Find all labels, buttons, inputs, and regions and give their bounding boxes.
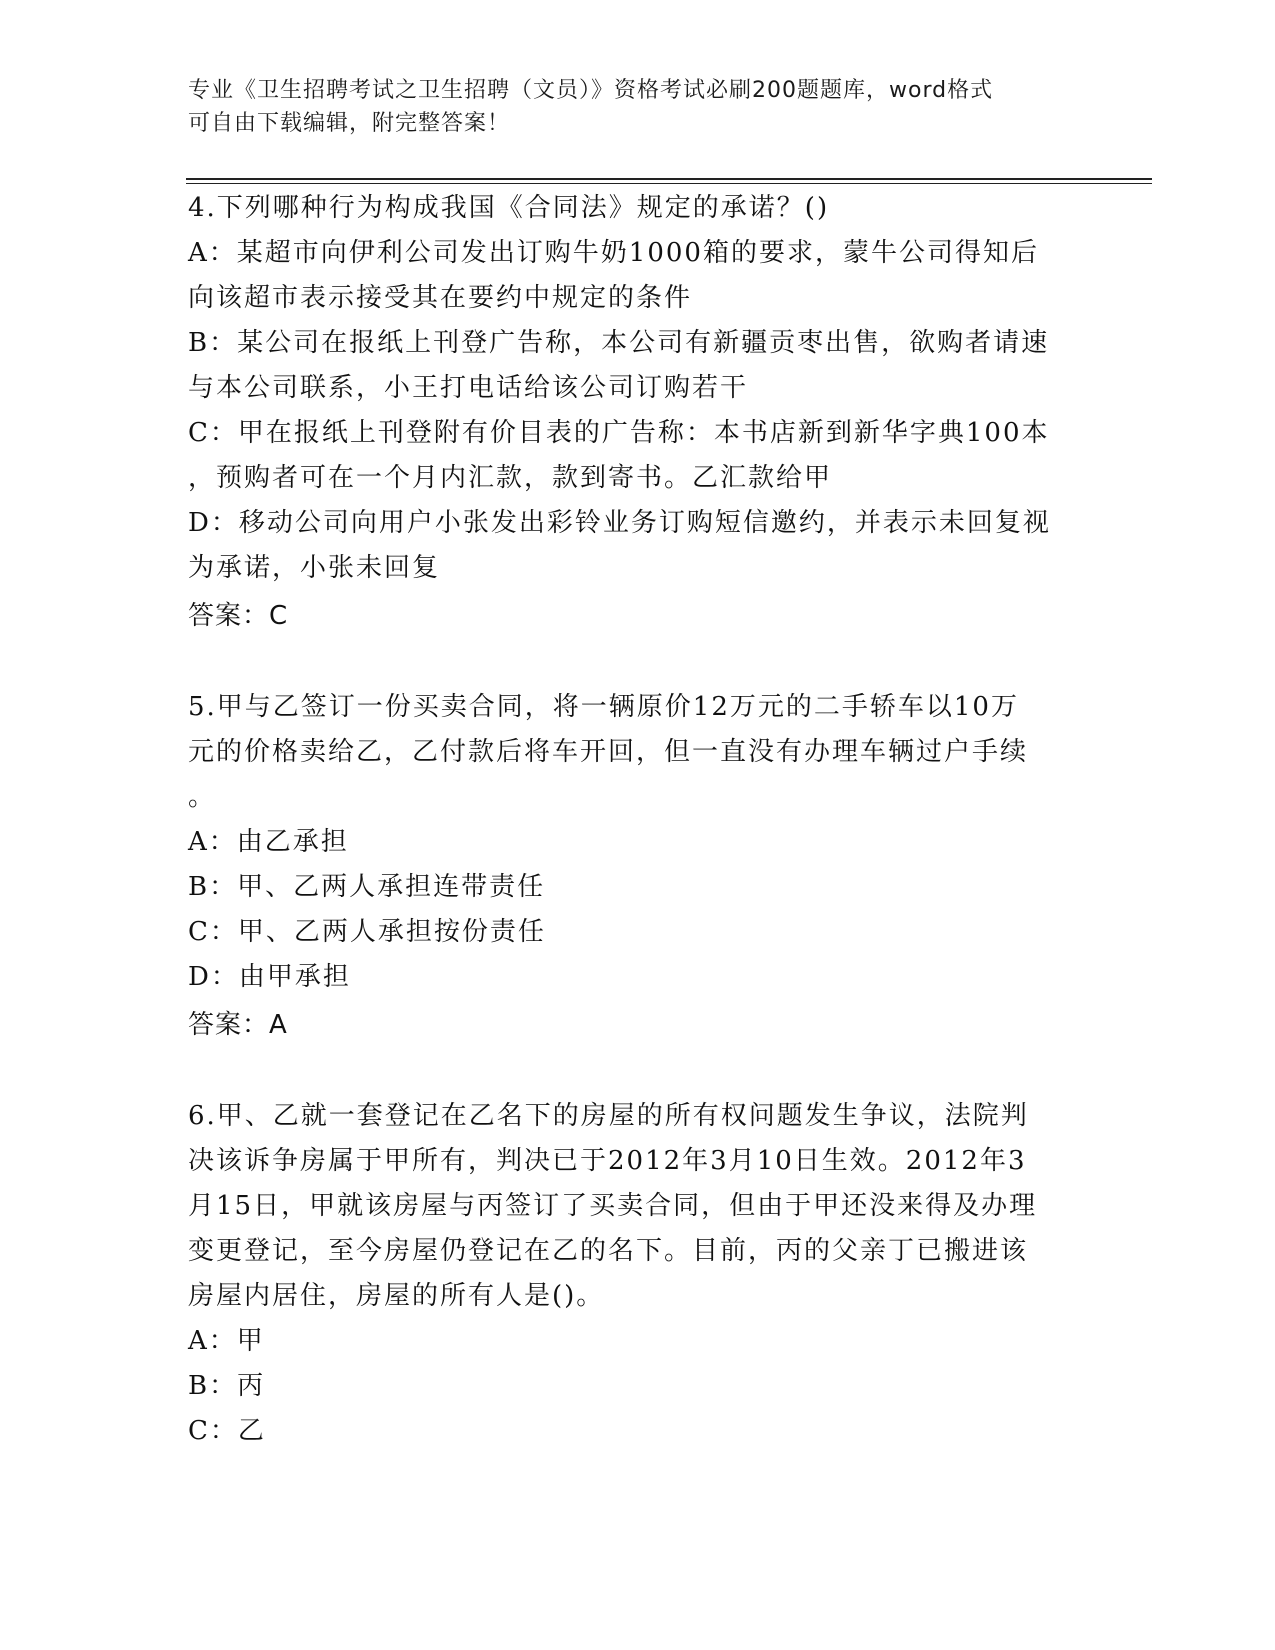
question-spacer bbox=[188, 1048, 1068, 1094]
option-line: D：移动公司向用户小张发出彩铃业务订购短信邀约，并表示未回复视 bbox=[188, 508, 1051, 538]
question-list bbox=[188, 186, 1068, 1454]
answer-line: 答案：C bbox=[188, 601, 289, 631]
option-line: C：乙 bbox=[188, 1416, 266, 1446]
header-divider-thick bbox=[186, 178, 1152, 180]
question-stem-line: 元的价格卖给乙，乙付款后将车开回，但一直没有办理车辆过户手续 bbox=[188, 737, 1029, 767]
question-block bbox=[188, 685, 1068, 1048]
question-stem-line: 月15日，甲就该房屋与丙签订了买卖合同，但由于甲还没来得及办理 bbox=[188, 1191, 1038, 1221]
question-stem-line: 房屋内居住，房屋的所有人是()。 bbox=[188, 1281, 605, 1311]
question-stem-line: 决该诉争房属于甲所有，判决已于2012年3月10日生效。2012年3 bbox=[188, 1146, 1027, 1176]
header-line-1: 专业《卫生招聘考试之卫生招聘（文员）》资格考试必刷200题题库，word格式 bbox=[188, 78, 994, 103]
option-line: 向该超市表示接受其在要约中规定的条件 bbox=[188, 283, 693, 313]
option-line: D：由甲承担 bbox=[188, 962, 351, 992]
header-line-2: 可自由下载编辑，附完整答案！ bbox=[188, 111, 511, 136]
question-block bbox=[188, 1094, 1068, 1454]
option-line: B：甲、乙两人承担连带责任 bbox=[188, 872, 546, 902]
option-line: B：丙 bbox=[188, 1371, 266, 1401]
question-stem-line: 5.甲与乙签订一份买卖合同，将一辆原价12万元的二手轿车以10万 bbox=[188, 692, 1019, 722]
option-line: 与本公司联系，小王打电话给该公司订购若干 bbox=[188, 373, 749, 403]
option-line: B：某公司在报纸上刊登广告称，本公司有新疆贡枣出售，欲购者请速 bbox=[188, 328, 1050, 358]
question-spacer bbox=[188, 639, 1068, 685]
answer-line: 答案：A bbox=[188, 1010, 288, 1040]
question-stem-line: 6.甲、乙就一套登记在乙名下的房屋的所有权问题发生争议，法院判 bbox=[188, 1101, 1029, 1131]
option-line: A：甲 bbox=[188, 1326, 265, 1356]
option-line: A：由乙承担 bbox=[188, 827, 349, 857]
question-block bbox=[188, 186, 1068, 639]
document-header bbox=[188, 74, 1068, 140]
option-line: C：甲、乙两人承担按份责任 bbox=[188, 917, 546, 947]
option-line: ，预购者可在一个月内汇款，款到寄书。乙汇款给甲 bbox=[188, 463, 833, 493]
header-divider-thin bbox=[186, 183, 1152, 184]
option-line: 为承诺，小张未回复 bbox=[188, 553, 441, 583]
question-stem-line: 4.下列哪种行为构成我国《合同法》规定的承诺？() bbox=[188, 193, 830, 223]
question-stem-line: 。 bbox=[188, 782, 217, 812]
option-line: C：甲在报纸上刊登附有价目表的广告称：本书店新到新华字典100本 bbox=[188, 418, 1050, 448]
question-stem-line: 变更登记，至今房屋仍登记在乙的名下。目前，丙的父亲丁已搬进该 bbox=[188, 1236, 1029, 1266]
option-line: A：某超市向伊利公司发出订购牛奶1000箱的要求，蒙牛公司得知后 bbox=[188, 238, 1039, 268]
